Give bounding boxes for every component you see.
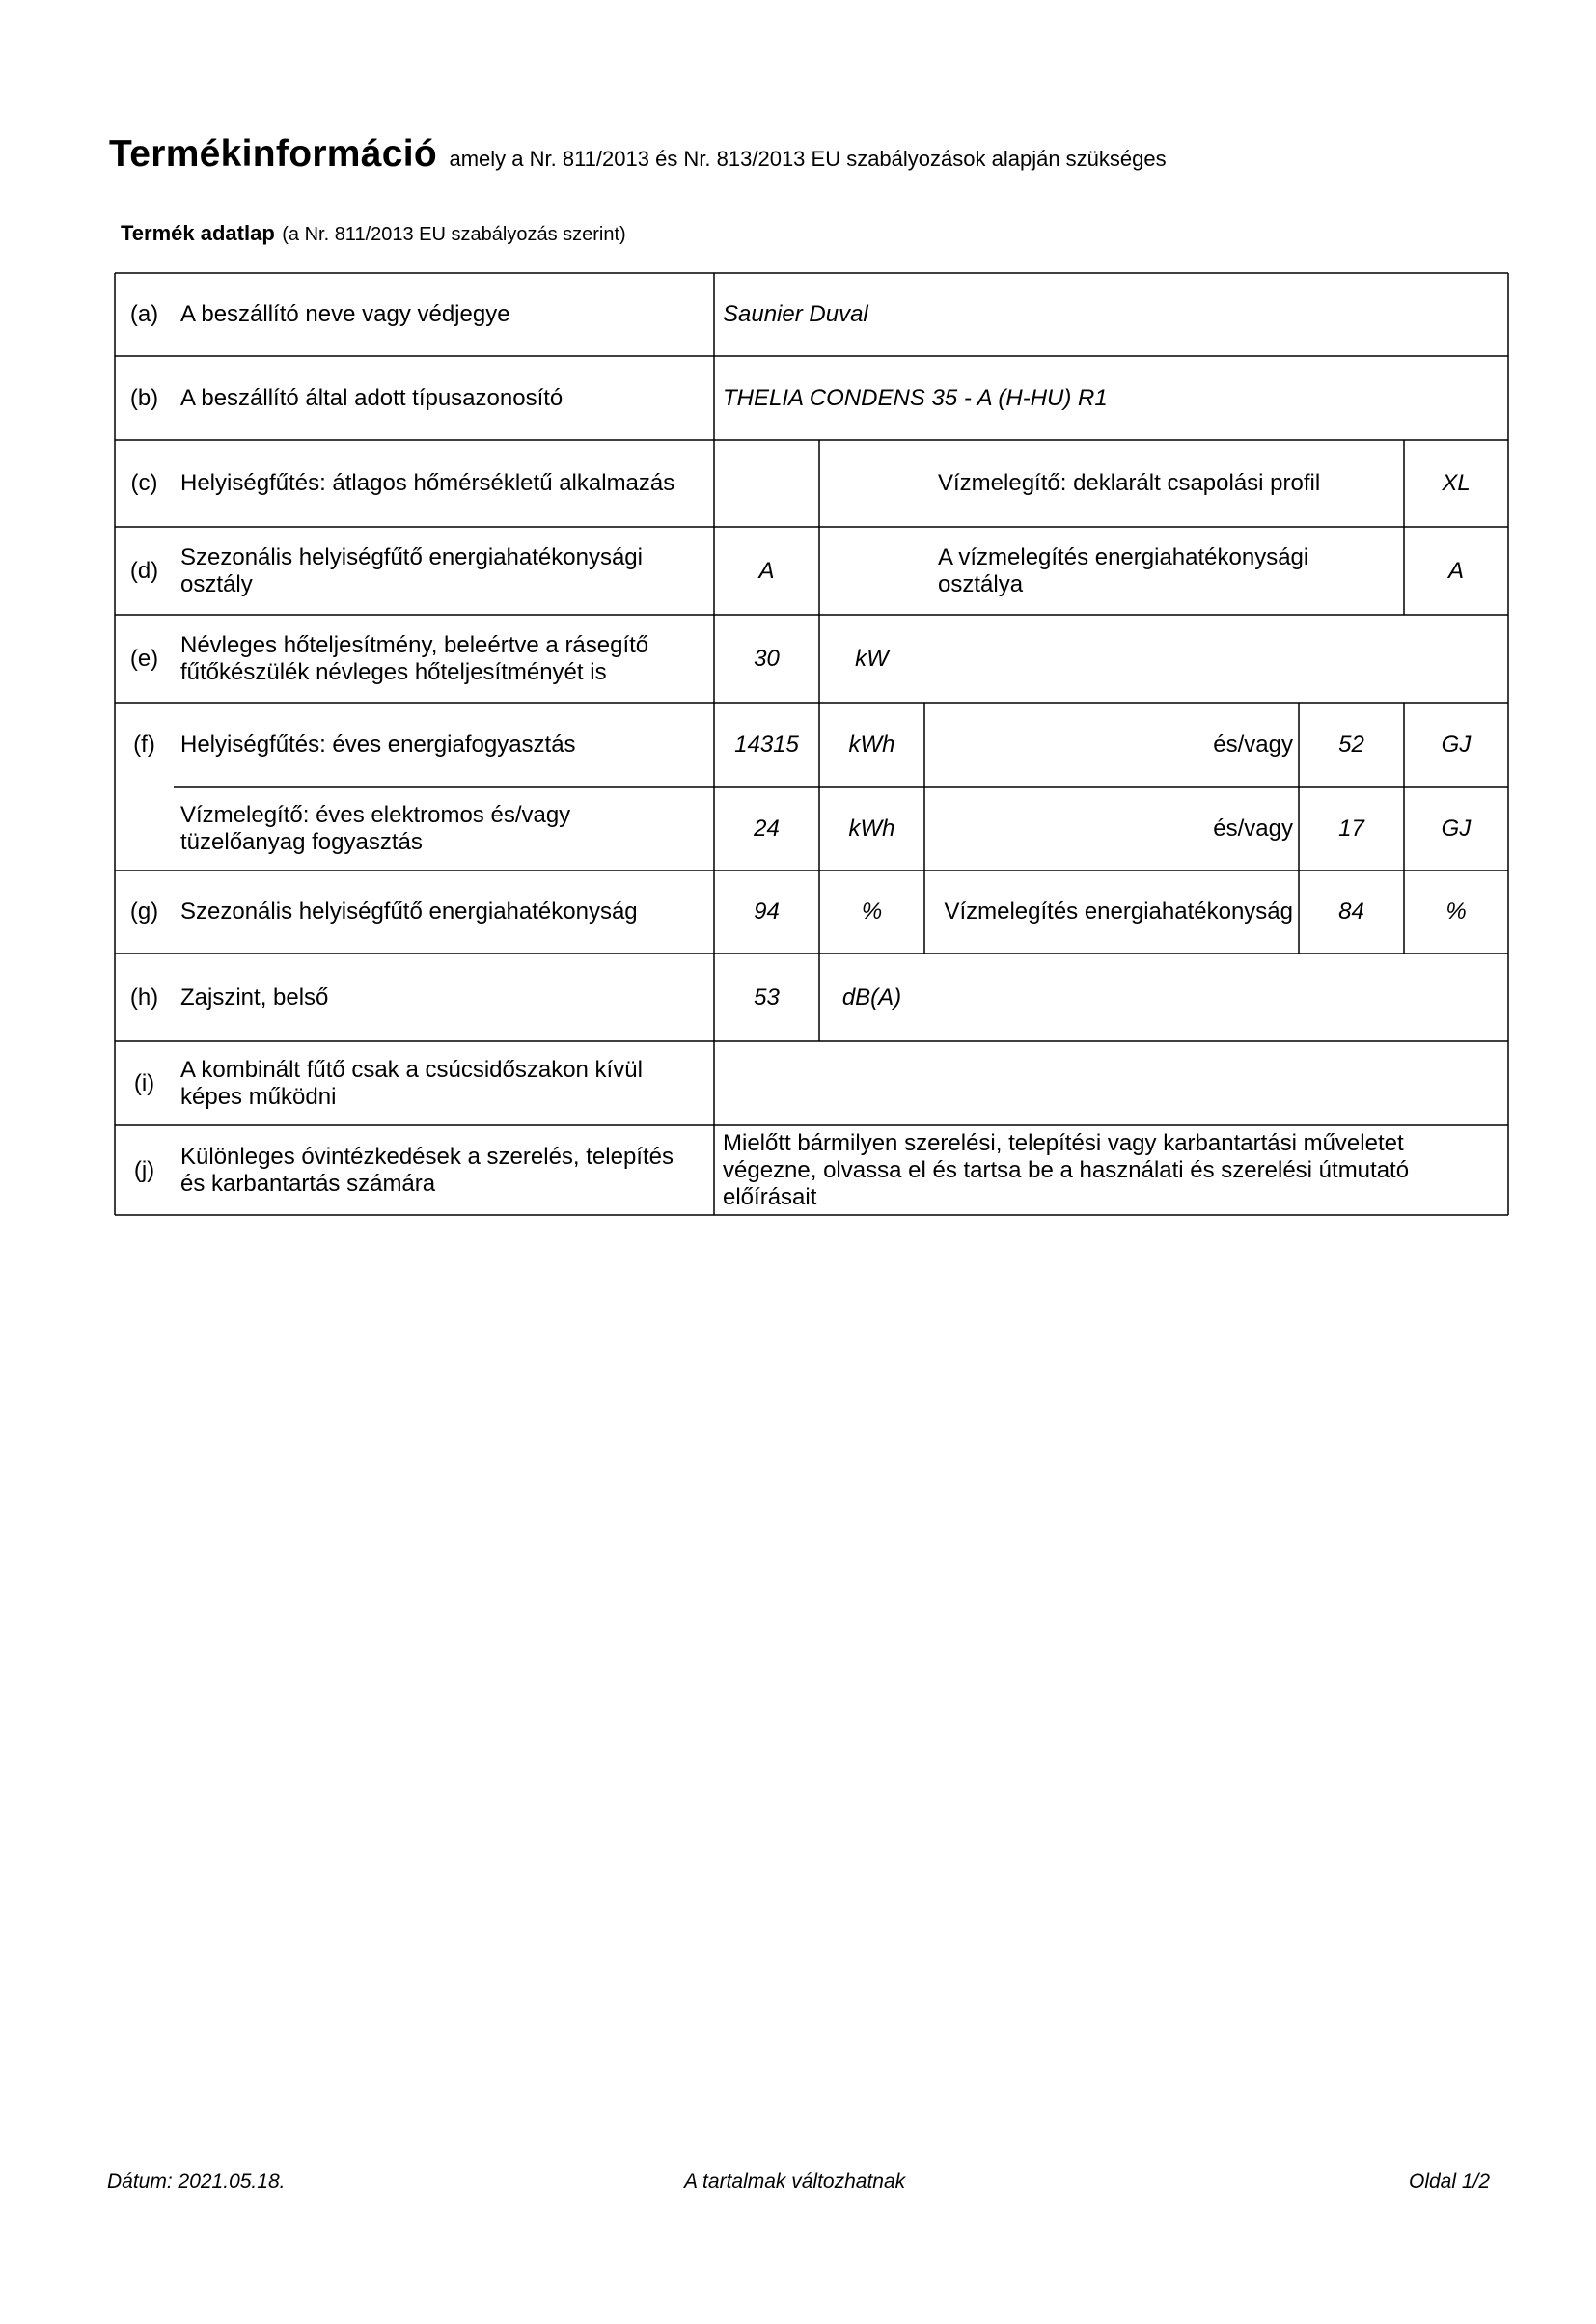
row-g-value: 94 [754,899,780,925]
row-h-letter: (h) [129,983,159,1010]
footer-page-number: Oldal 1/2 [1409,2171,1491,2193]
row-g-value2: 84 [1338,899,1364,925]
row-d-value: A [758,557,775,584]
row-f2-conjunction: és/vagy [1213,815,1293,842]
footer-note: A tartalmak változhatnak [684,2171,906,2193]
row-f-letter: (f) [133,731,155,758]
row-d-value2: A [1447,557,1464,584]
row-g-label2: Vízmelegítés energiahatékonyság [944,899,1293,925]
title-main: Termékinformáció [109,133,438,175]
row-a-letter: (a) [129,301,159,327]
row-i-letter: (i) [133,1069,155,1096]
row-c-label: Helyiségfűtés: átlagos hőmérsékletű alkalmazás [180,470,675,496]
row-h-value: 53 [754,983,780,1010]
row-i-value [714,1041,1508,1125]
row-c-label2: Vízmelegítő: deklarált csapolási profil [938,470,1321,496]
row-f-value2: 52 [1338,731,1364,758]
row-i-label: A kombinált fűtő csak a csúcsidőszakon kívül képes működni [180,1056,643,1110]
row-b-value: THELIA CONDENS 35 - A (H-HU) R1 [723,384,1108,411]
row-f2-unit: kWh [848,815,895,842]
row-j-letter: (j) [133,1156,155,1183]
row-g-letter: (g) [129,899,159,925]
row-b-letter: (b) [129,384,159,411]
row-j-value: Mielőtt bármilyen szerelési, telepítési vagy karbantartási műveletet végezne, olvassa el és tartsa be a használati és szerelési útmutató előírásait [723,1129,1410,1210]
row-a-value: Saunier Duval [723,301,868,327]
row-f2-value: 24 [754,815,780,842]
row-e-unit: kW [855,645,889,672]
row-g-unit2: % [1445,899,1467,925]
row-g-label: Szezonális helyiségfűtő energiahatékonyság [180,899,638,925]
row-e-value: 30 [754,645,780,672]
row-f2-unit2: GJ [1441,815,1472,842]
row-f2-value2: 17 [1338,815,1364,842]
row-h-unit: dB(A) [841,983,902,1010]
row-b-label: A beszállító által adott típusazonosító [180,384,564,411]
subtitle-suffix: (a Nr. 811/2013 EU szabályozás szerint) [282,224,626,245]
row-e-letter: (e) [129,645,159,672]
row-d-letter: (d) [129,557,159,584]
row-f-label: Helyiségfűtés: éves energiafogyasztás [180,731,576,758]
row-c-value2: XL [1442,470,1471,496]
footer-date: Dátum: 2021.05.18. [107,2171,286,2193]
row-f2-label: Vízmelegítő: éves elektromos és/vagy tüzelőanyag fogyasztás [180,801,571,855]
row-g-unit: % [861,899,883,925]
row-f-value: 14315 [734,731,799,758]
row-c-letter: (c) [130,470,158,496]
row-f-unit2: GJ [1441,731,1472,758]
row-j-label: Különleges óvintézkedések a szerelés, telepítés és karbantartás számára [180,1143,674,1197]
row-e-label: Névleges hőteljesítmény, beleértve a rásegítő fűtőkészülék névleges hőteljesítményét is [180,631,649,685]
title-suffix: amely a Nr. 811/2013 és Nr. 813/2013 EU szabályozások alapján szükséges [449,147,1167,171]
subtitle-main: Termék adatlap [121,221,275,245]
row-d-label2: A vízmelegítés energiahatékonysági osztálya [938,543,1309,597]
row-f-conjunction: és/vagy [1213,731,1293,758]
row-c-value [714,440,819,527]
row-a-label: A beszállító neve vagy védjegye [180,301,510,327]
row-f-unit: kWh [848,731,895,758]
row-d-label: Szezonális helyiségfűtő energiahatékonysági osztály [180,543,643,597]
row-h-label: Zajszint, belső [180,983,329,1010]
